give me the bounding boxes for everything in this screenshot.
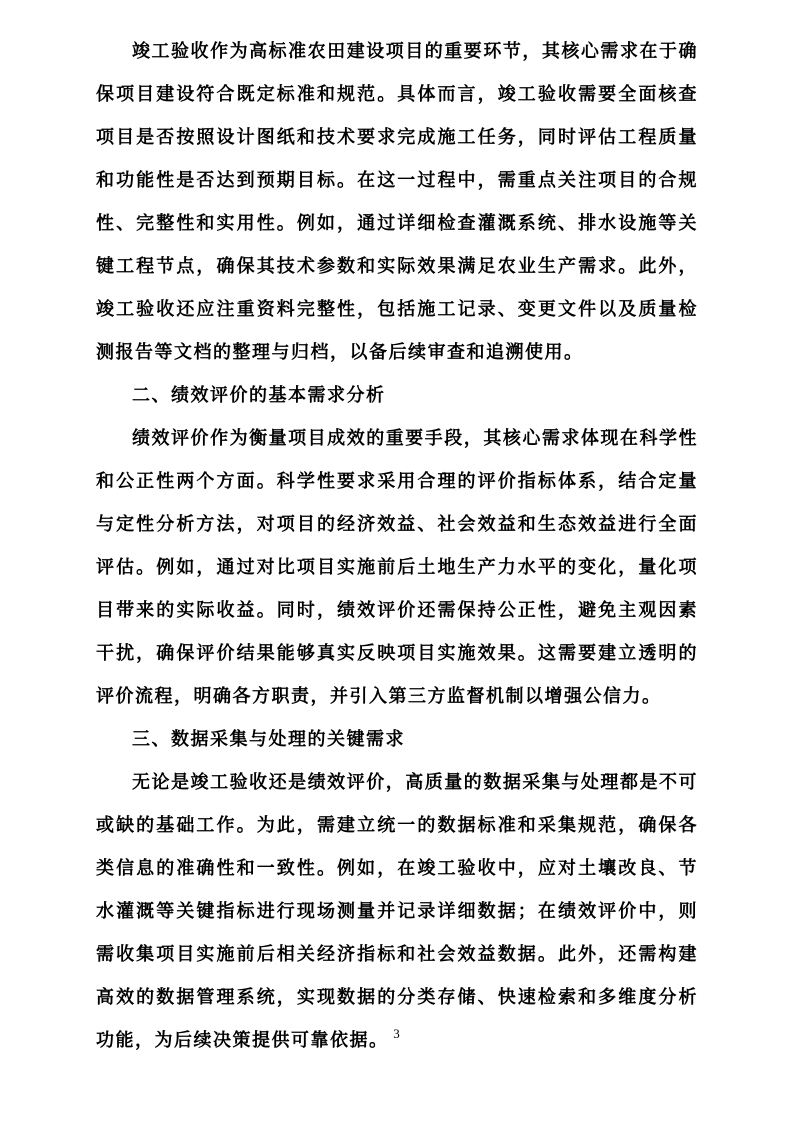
paragraph-data-collection: 无论是竣工验收还是绩效评价，高质量的数据采集与处理都是不可或缺的基础工作。为此，需建立统一的数据标准和采集规范，确保各类信息的准确性和一致性。例如，在竣工验收中，应对土壤改良、节水灌溉等关键指标进行现场测量并记录详细数据；在绩效评价中，则需收集项目实施前后相关经济指标和社会效益数据。此外，还需构建高效的数据管理系统，实现数据的分类存储、快速检索和多维度分析功能，为后续决策提供可靠依据。 bbox=[96, 772, 698, 1050]
document-body bbox=[96, 30, 698, 1062]
section-heading-data-collection: 三、数据采集与处理的关键需求 bbox=[132, 729, 405, 749]
section-heading-performance-evaluation: 二、绩效评价的基本需求分析 bbox=[132, 385, 386, 405]
paragraph-completion-acceptance: 竣工验收作为高标准农田建设项目的重要环节，其核心需求在于确保项目建设符合既定标准和规范。具体而言，竣工验收需要全面核查项目是否按照设计图纸和技术要求完成施工任务，同时评估工程质量和功能性是否达到预期目标。在这一过程中，需重点关注项目的合规性、完整性和实用性。例如，通过详细检查灌溉系统、排水设施等关键工程节点，确保其技术参数和实际效果满足农业生产需求。此外，竣工验收还应注重资料完整性，包括施工记录、变更文件以及质量检测报告等文档的整理与归档，以备后续审查和追溯使用。 bbox=[96, 41, 698, 362]
paragraph-performance-evaluation: 绩效评价作为衡量项目成效的重要手段，其核心需求体现在科学性和公正性两个方面。科学性要求采用合理的评价指标体系，结合定量与定性分析方法，对项目的经济效益、社会效益和生态效益进行全面评估。例如，通过对比项目实施前后土地生产力水平的变化，量化项目带来的实际收益。同时，绩效评价还需保持公正性，避免主观因素干扰，确保评价结果能够真实反映项目实施效果。这需要建立透明的评价流程，明确各方职责，并引入第三方监督机制以增强公信力。 bbox=[96, 428, 698, 706]
page-number: 3 bbox=[393, 1026, 400, 1041]
